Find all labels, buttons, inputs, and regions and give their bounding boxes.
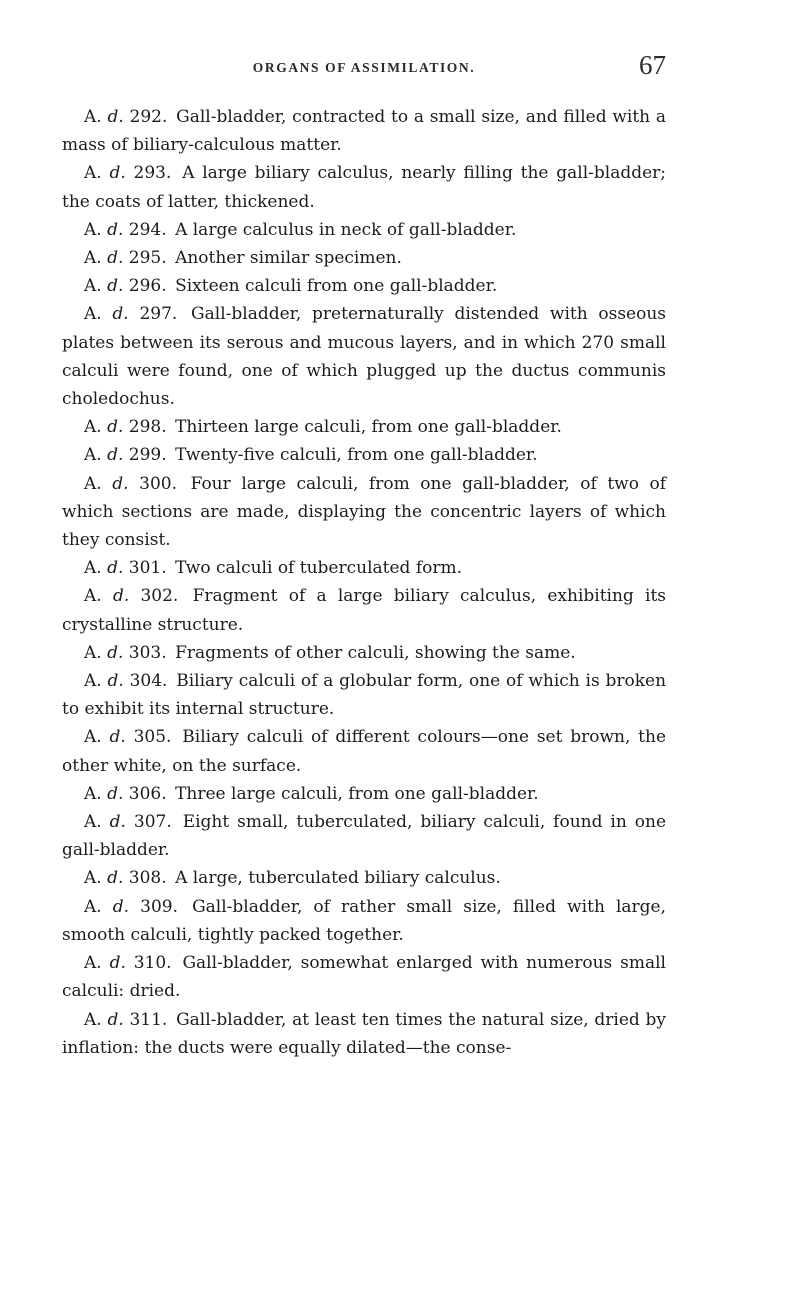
page-number: 67 — [639, 50, 666, 80]
entry-subseries: d. — [107, 671, 124, 692]
entry-number: 295. — [128, 248, 167, 269]
entry-series: A. — [84, 896, 102, 917]
page-header — [62, 48, 666, 88]
entry-subseries: d. — [107, 445, 124, 466]
entry-description: Biliary calculi of different colours—one set brown, the other white, on the surface. — [62, 727, 667, 776]
catalogue-entries — [62, 103, 666, 1062]
entry-reference — [84, 107, 167, 127]
catalogue-entry — [62, 103, 666, 159]
entry-series: A. — [84, 558, 102, 579]
entry-subseries: d. — [107, 783, 124, 804]
catalogue-entry — [62, 159, 666, 215]
entry-number: 292. — [129, 107, 168, 127]
entry-description: Fragments of other calculi, showing the same. — [175, 642, 576, 663]
entry-description: Fragment of a large biliary calculus, exhibiting its crystalline structure. — [62, 586, 667, 635]
entry-series: A. — [84, 812, 102, 833]
entry-reference — [84, 474, 177, 494]
entry-description: Gall-bladder, contracted to a small size, and filled with a mass of biliary-calculous matter. — [62, 107, 667, 156]
entry-number: 310. — [133, 953, 172, 974]
catalogue-entry — [62, 780, 666, 808]
catalogue-entry — [62, 470, 666, 555]
entry-number: 299. — [128, 445, 167, 466]
entry-subseries: d. — [112, 304, 129, 325]
catalogue-entry — [62, 216, 666, 244]
entry-series: A. — [84, 304, 102, 325]
catalogue-entry — [62, 244, 666, 272]
entry-reference — [84, 445, 167, 465]
entry-description: A large biliary calculus, nearly filling the gall-bladder; the coats of latter, thickened. — [62, 163, 667, 212]
entry-subseries: d. — [107, 558, 124, 579]
entry-description: Twenty-five calculi, from one gall-bladder. — [175, 445, 538, 466]
entry-series: A. — [84, 727, 102, 748]
entry-reference — [84, 812, 172, 832]
entry-series: A. — [84, 671, 102, 692]
entry-description: Gall-bladder, of rather small size, filled with large, smooth calculi, tightly packed together. — [62, 896, 667, 945]
entry-description: Two calculi of tuberculated form. — [175, 558, 463, 579]
entry-reference — [84, 248, 167, 268]
running-title: ORGANS OF ASSIMILATION. — [252, 60, 476, 75]
catalogue-entry — [62, 300, 666, 413]
entry-subseries: d. — [107, 868, 124, 889]
entry-number: 297. — [139, 304, 178, 325]
entry-reference — [84, 558, 167, 578]
entry-number: 304. — [129, 671, 168, 692]
entry-series: A. — [84, 868, 102, 889]
entry-series: A. — [84, 473, 102, 494]
entry-reference — [84, 671, 167, 691]
entry-series: A. — [84, 445, 102, 466]
entry-reference — [84, 417, 167, 437]
catalogue-entry — [62, 893, 666, 949]
entry-number: 300. — [139, 473, 177, 494]
catalogue-entry — [62, 864, 666, 892]
entry-reference — [84, 953, 172, 973]
entry-subseries: d. — [109, 953, 126, 974]
catalogue-entry — [62, 667, 666, 723]
entry-number: 306. — [128, 783, 167, 804]
entry-subseries: d. — [107, 1009, 124, 1030]
entry-series: A. — [84, 276, 102, 297]
entry-description: Another similar specimen. — [175, 248, 402, 269]
entry-description: Three large calculi, from one gall-bladder. — [175, 783, 539, 804]
catalogue-entry — [62, 441, 666, 469]
entry-number: 307. — [133, 812, 172, 833]
catalogue-entry — [62, 639, 666, 667]
entry-reference — [84, 868, 167, 888]
entry-description: Gall-bladder, somewhat enlarged with numerous small calculi: dried. — [62, 953, 666, 1002]
entry-number: 311. — [129, 1009, 168, 1030]
entry-subseries: d. — [109, 727, 126, 748]
entry-description: Four large calculi, from one gall-bladder, of two of which sections are made, displaying the concentric layers of which they consist. — [62, 473, 667, 551]
entry-subseries: d. — [109, 812, 126, 833]
catalogue-entry — [62, 413, 666, 441]
entry-description: Eight small, tuberculated, biliary calculi, found in one gall-bladder. — [62, 812, 667, 861]
entry-reference — [84, 1010, 167, 1030]
entry-reference — [84, 163, 171, 183]
catalogue-entry — [62, 554, 666, 582]
entry-description: Gall-bladder, preternaturally distended with osseous plates between its serous and mucous layers, and in which 270 small calculi were found, one of which plugged up the ductus communis choledochus. — [62, 304, 667, 410]
entry-subseries: d. — [112, 896, 130, 917]
entry-subseries: d. — [107, 417, 124, 438]
entry-series: A. — [84, 783, 102, 804]
entry-series: A. — [84, 219, 102, 240]
entry-number: 302. — [140, 586, 179, 607]
catalogue-entry — [62, 272, 666, 300]
entry-subseries: d. — [107, 107, 124, 127]
entry-series: A. — [84, 417, 102, 438]
entry-reference — [84, 586, 178, 606]
entry-series: A. — [84, 586, 102, 607]
entry-series: A. — [84, 163, 102, 184]
entry-subseries: d. — [107, 219, 124, 240]
entry-reference — [84, 276, 167, 296]
entry-number: 298. — [128, 417, 167, 438]
entry-description: Sixteen calculi from one gall-bladder. — [175, 276, 498, 297]
entry-reference — [84, 304, 177, 324]
entry-number: 294. — [128, 219, 167, 240]
entry-subseries: d. — [107, 248, 124, 269]
entry-description: A large, tuberculated biliary calculus. — [175, 868, 501, 889]
entry-number: 305. — [133, 727, 172, 748]
entry-subseries: d. — [107, 276, 124, 297]
entry-description: Thirteen large calculi, from one gall-bladder. — [175, 417, 562, 438]
entry-description: A large calculus in neck of gall-bladder. — [175, 219, 517, 240]
catalogue-entry — [62, 582, 666, 638]
entry-reference — [84, 220, 167, 240]
entry-subseries: d. — [107, 642, 124, 663]
entry-number: 308. — [128, 868, 167, 889]
entry-reference — [84, 784, 167, 804]
entry-number: 309. — [140, 896, 178, 917]
entry-reference — [84, 643, 167, 663]
entry-series: A. — [84, 953, 102, 974]
entry-number: 293. — [133, 163, 172, 184]
entry-subseries: d. — [109, 163, 126, 184]
entry-series: A. — [84, 642, 102, 663]
catalogue-entry — [62, 723, 666, 779]
entry-series: A. — [84, 107, 102, 127]
entry-description: Gall-bladder, at least ten times the natural size, dried by inflation: the ducts were equally dilated—the conse- — [62, 1009, 667, 1058]
catalogue-entry — [62, 808, 666, 864]
entry-number: 296. — [128, 276, 167, 297]
entry-reference — [84, 897, 178, 917]
entry-number: 301. — [128, 558, 167, 579]
entry-series: A. — [84, 248, 102, 269]
entry-subseries: d. — [112, 586, 130, 607]
entry-series: A. — [84, 1009, 102, 1030]
entry-subseries: d. — [112, 473, 129, 494]
entry-number: 303. — [128, 642, 167, 663]
entry-reference — [84, 727, 171, 747]
catalogue-entry — [62, 1006, 666, 1062]
catalogue-entry — [62, 949, 666, 1005]
entry-description: Biliary calculi of a globular form, one of which is broken to exhibit its internal structure. — [62, 671, 667, 720]
